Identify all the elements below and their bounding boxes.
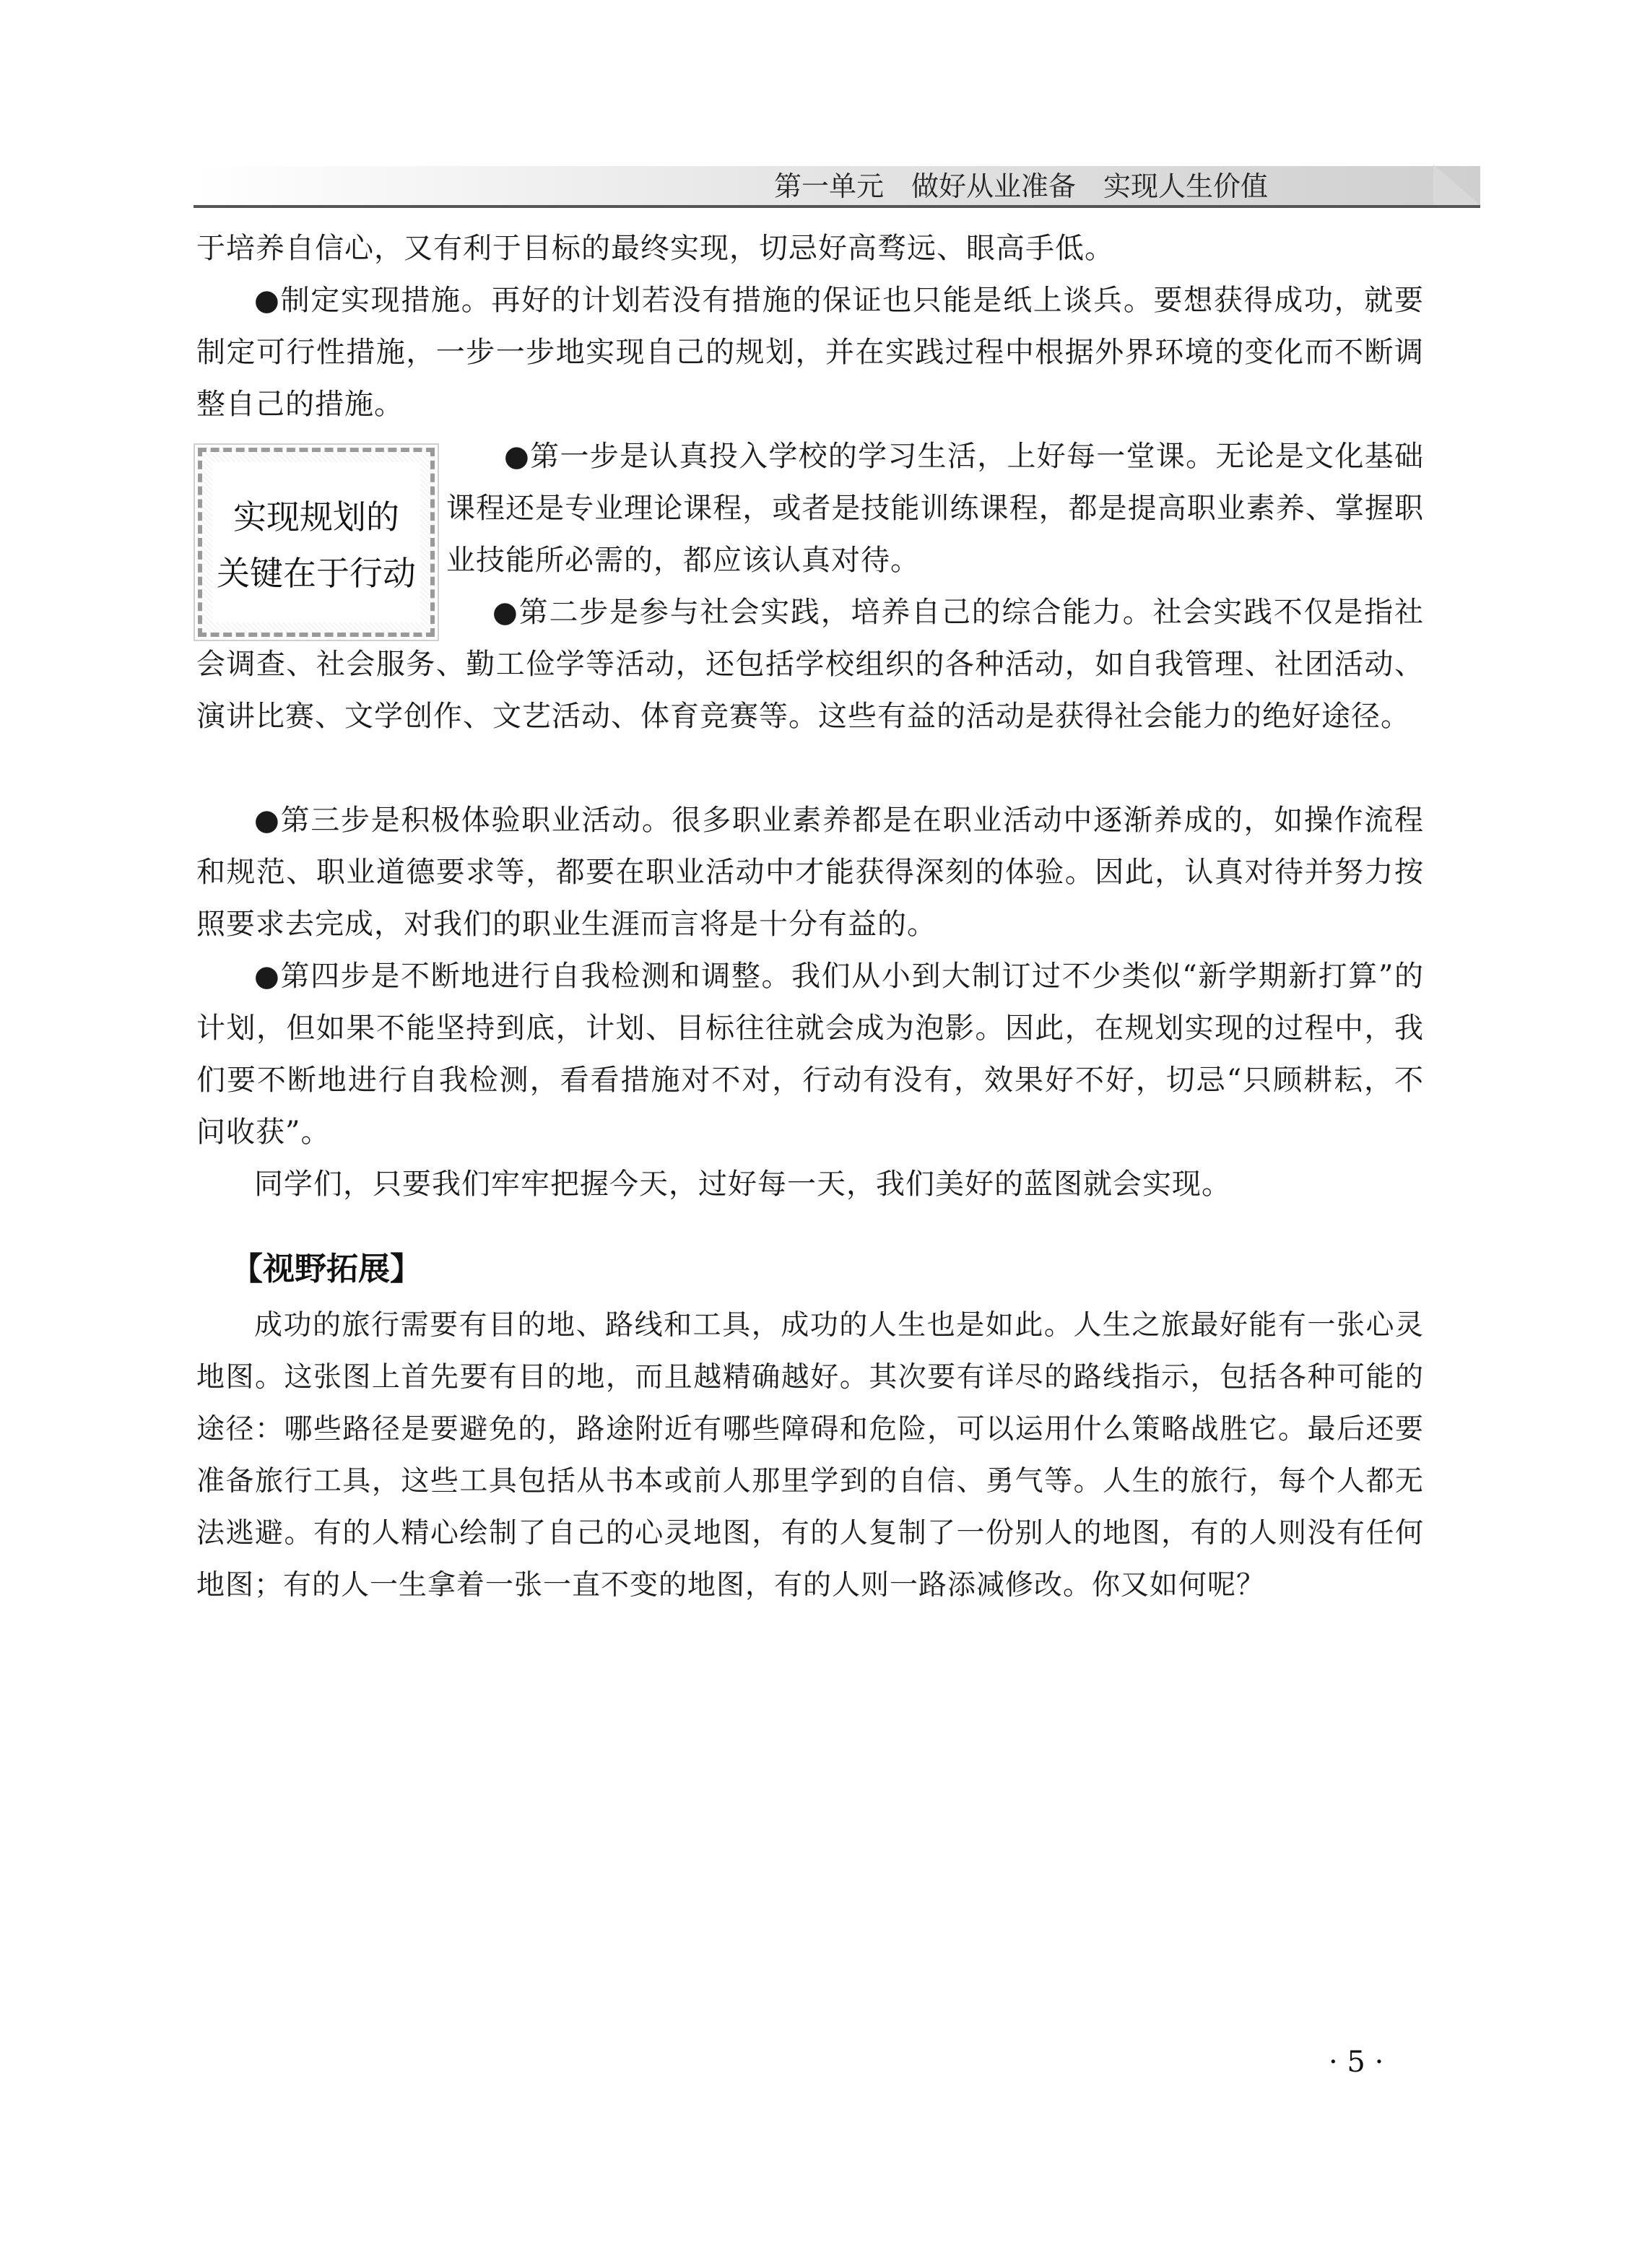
sidebar-line-2: 关键在于行动 (217, 554, 416, 593)
extension-heading: 【视野拓展】 (231, 1251, 422, 1287)
paragraph-step-3: ●第三步是积极体验职业活动。很多职业素养都是在职业活动中逐渐养成的，如操作流程和规范、职业道德要求等，都要在职业活动中才能获得深刻的体验。因此，认真对待并努力按照要求去完成，对我们的职业生涯而言将是十分有益的。 (196, 804, 1424, 941)
paragraph-closing: 同学们，只要我们牢牢把握今天，过好每一天，我们美好的蓝图就会实现。 (254, 1168, 1231, 1201)
paragraph-step-4: ●第四步是不断地进行自我检测和调整。我们从小到大制订过不少类似“新学期新打算”的计划，但如果不能坚持到底，计划、目标往往就会成为泡影。因此，在规划实现的过程中，我们要不断地进行自我检测，看看措施对不对，行动有没有，效果好不好，切忌“只顾耕耘，不问收获”。 (196, 960, 1424, 1149)
header-rule (194, 205, 1480, 208)
running-header-title: 第一单元 做好从业准备 实现人生价值 (773, 170, 1268, 202)
paragraph-step-2: ●第二步是参与社会实践，培养自己的综合能力。社会实践不仅是指社会调查、社会服务、勤工俭学等活动，还包括学校组织的各种活动，如自我管理、社团活动、演讲比赛、文学创作、文艺活动、体育竞赛等。这些有益的活动是获得社会能力的绝好途径。 (196, 596, 1424, 733)
page-number: · 5 · (1329, 2046, 1384, 2079)
paragraph-measures: ●制定实现措施。再好的计划若没有措施的保证也只能是纸上谈兵。要想获得成功，就要制定可行性措施，一步一步地实现自己的规划，并在实践过程中根据外界环境的变化而不断调整自己的措施。 (196, 284, 1424, 421)
extension-paragraph: 成功的旅行需要有目的地、路线和工具，成功的人生也是如此。人生之旅最好能有一张心灵地图。这张图上首先要有目的地，而且越精确越好。其次要有详尽的路线指示，包括各种可能的途径：哪些路径是要避免的，路途附近有哪些障碍和危险，可以运用什么策略战胜它。最后还要准备旅行工具，这些工具包括从书本或前人那里学到的自信、勇气等。人生的旅行，每个人都无法逃避。有的人精心绘制了自己的心灵地图，有的人复制了一份别人的地图，有的人则没有任何地图；有的人一生拿着一张一直不变的地图，有的人则一路添减修改。你又如何呢？ (196, 1309, 1424, 1602)
sidebar-line-1: 实现规划的 (233, 498, 399, 536)
paragraph-continuation: 于培养自信心，又有利于目标的最终实现，切忌好高骛远、眼高手低。 (196, 232, 1114, 265)
header-tab-decoration (1433, 165, 1480, 205)
paragraph-step-1: ●第一步是认真投入学校的学习生活，上好每一堂课。无论是文化基础课程还是专业理论课程，或者是技能训练课程，都是提高职业素养、掌握职业技能所必需的，都应该认真对待。 (446, 440, 1424, 577)
